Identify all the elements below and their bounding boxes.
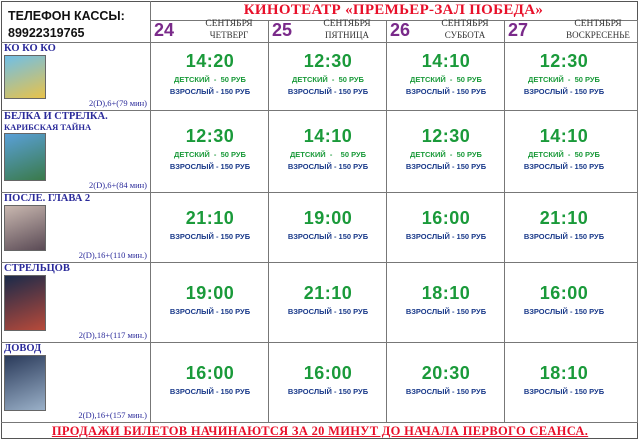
day-number: 25 <box>272 20 293 40</box>
adult-price: ВЗРОСЛЫЙ - 150 РУБ <box>169 307 251 316</box>
session-time: 19:00 <box>185 283 235 303</box>
adult-price: ВЗРОСЛЫЙ - 150 РУБ <box>169 162 251 171</box>
day-header <box>386 20 504 42</box>
movie-info: 2(D),18+(117 мин.) <box>78 330 147 340</box>
session-time: 12:30 <box>185 126 235 146</box>
ticket-sales-notice: ПРОДАЖИ БИЛЕТОВ НАЧИНАЮТСЯ ЗА 20 МИНУТ ДО НАЧАЛА ПЕРВОГО СЕАНСА. <box>51 424 589 438</box>
movie-info: 2(D),6+(79 мин) <box>89 98 147 108</box>
row-divider <box>1 192 638 193</box>
movie-poster <box>4 55 46 99</box>
day-weekday: СУББОТА <box>444 30 486 40</box>
movie-title-sub: КАРИБСКАЯ ТАЙНА <box>4 122 92 132</box>
session-time: 12:30 <box>303 51 353 71</box>
movie-poster <box>4 133 46 181</box>
child-price: ДЕТСКИЙ - 50 РУБ <box>410 75 482 84</box>
phone-label: ТЕЛЕФОН КАССЫ: <box>8 9 125 23</box>
day-month: СЕНТЯБРЯ <box>441 19 489 29</box>
session-time: 21:10 <box>539 208 589 228</box>
movie-title-main: ДОВОД <box>4 343 42 354</box>
day-month: СЕНТЯБРЯ <box>205 19 253 29</box>
movie-title <box>4 343 41 354</box>
movie-info: 2(D),16+(110 мин.) <box>78 250 147 260</box>
adult-price: ВЗРОСЛЫЙ - 150 РУБ <box>523 307 605 316</box>
adult-price: ВЗРОСЛЫЙ - 150 РУБ <box>287 87 369 96</box>
adult-price: ВЗРОСЛЫЙ - 150 РУБ <box>287 232 369 241</box>
movie-title <box>4 193 90 204</box>
session-time: 16:00 <box>421 208 471 228</box>
adult-price: ВЗРОСЛЫЙ - 150 РУБ <box>405 387 487 396</box>
session-time: 21:10 <box>303 283 353 303</box>
session-time: 16:00 <box>539 283 589 303</box>
child-price: ДЕТСКИЙ - 50 РУБ <box>174 75 246 84</box>
day-weekday: ПЯТНИЦА <box>325 30 369 40</box>
day-number: 24 <box>154 20 175 40</box>
child-price: ДЕТСКИЙ - 50 РУБ <box>289 150 367 159</box>
session-time: 19:00 <box>303 208 353 228</box>
adult-price: ВЗРОСЛЫЙ - 150 РУБ <box>405 307 487 316</box>
day-header <box>268 20 386 42</box>
adult-price: ВЗРОСЛЫЙ - 150 РУБ <box>287 162 369 171</box>
phone-block <box>8 8 148 42</box>
movie-title-main: СТРЕЛЬЦОВ <box>4 263 70 274</box>
movie-title <box>4 263 70 274</box>
adult-price: ВЗРОСЛЫЙ - 150 РУБ <box>405 232 487 241</box>
session-time: 20:30 <box>421 363 471 383</box>
adult-price: ВЗРОСЛЫЙ - 150 РУБ <box>169 387 251 396</box>
movie-title-main: БЕЛКА И СТРЕЛКА. <box>4 111 108 122</box>
session-time: 16:00 <box>303 363 353 383</box>
session-time: 14:10 <box>539 126 589 146</box>
child-price: ДЕТСКИЙ - 50 РУБ <box>410 150 482 159</box>
child-price: ДЕТСКИЙ - 50 РУБ <box>174 150 246 159</box>
child-price: ДЕТСКИЙ - 50 РУБ <box>528 150 600 159</box>
row-divider <box>1 262 638 263</box>
adult-price: ВЗРОСЛЫЙ - 150 РУБ <box>405 162 487 171</box>
movie-title-main: КО КО КО <box>4 43 56 54</box>
adult-price: ВЗРОСЛЫЙ - 150 РУБ <box>169 232 251 241</box>
session-time: 12:30 <box>421 126 471 146</box>
session-time: 16:00 <box>185 363 235 383</box>
adult-price: ВЗРОСЛЫЙ - 150 РУБ <box>287 307 369 316</box>
adult-price: ВЗРОСЛЫЙ - 150 РУБ <box>523 87 605 96</box>
movie-title-main: ПОСЛЕ. ГЛАВА 2 <box>4 193 91 204</box>
movie-poster <box>4 205 46 251</box>
adult-price: ВЗРОСЛЫЙ - 150 РУБ <box>287 387 369 396</box>
child-price: ДЕТСКИЙ - 50 РУБ <box>528 75 600 84</box>
session-time: 18:10 <box>539 363 589 383</box>
day-weekday: ЧЕТВЕРГ <box>209 30 249 40</box>
adult-price: ВЗРОСЛЫЙ - 150 РУБ <box>523 387 605 396</box>
row-divider <box>1 422 638 423</box>
movie-title <box>4 43 56 54</box>
adult-price: ВЗРОСЛЫЙ - 150 РУБ <box>523 232 605 241</box>
day-month: СЕНТЯБРЯ <box>323 19 371 29</box>
session-time: 14:10 <box>421 51 471 71</box>
cinema-title: КИНОТЕАТР «ПРЕМЬЕР-ЗАЛ ПОБЕДА» <box>243 2 544 18</box>
movie-title <box>4 111 108 133</box>
session-time: 12:30 <box>539 51 589 71</box>
movie-info: 2(D),16+(157 мин.) <box>78 410 147 420</box>
day-weekday: ВОСКРЕСЕНЬЕ <box>566 30 630 40</box>
column-divider <box>637 20 638 422</box>
day-month: СЕНТЯБРЯ <box>574 19 622 29</box>
session-time: 18:10 <box>421 283 471 303</box>
row-divider <box>1 342 638 343</box>
child-price: ДЕТСКИЙ - 50 РУБ <box>292 75 364 84</box>
day-header <box>150 20 268 42</box>
session-time: 21:10 <box>185 208 235 228</box>
session-time: 14:10 <box>303 126 353 146</box>
movie-poster <box>4 275 46 331</box>
adult-price: ВЗРОСЛЫЙ - 150 РУБ <box>405 87 487 96</box>
adult-price: ВЗРОСЛЫЙ - 150 РУБ <box>523 162 605 171</box>
phone-number: 89922319765 <box>8 26 85 40</box>
movie-poster <box>4 355 46 411</box>
adult-price: ВЗРОСЛЫЙ - 150 РУБ <box>169 87 251 96</box>
movie-info: 2(D),6+(84 мин) <box>89 180 147 190</box>
session-time: 14:20 <box>185 51 235 71</box>
day-header <box>504 20 637 42</box>
row-divider <box>1 42 638 43</box>
day-number: 27 <box>508 20 529 40</box>
day-number: 26 <box>390 20 411 40</box>
